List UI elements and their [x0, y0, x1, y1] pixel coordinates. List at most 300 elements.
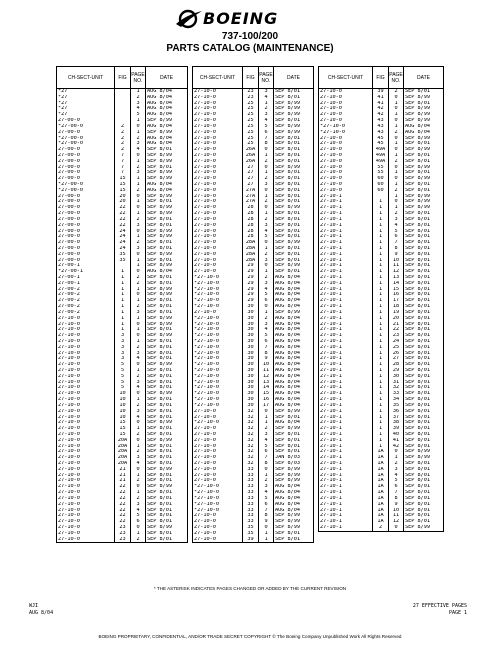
cell-chapter: 27-10-0 — [193, 136, 243, 142]
cell-chapter: 27-00-0 — [57, 147, 115, 153]
cell-chapter: *27-10-0 — [193, 496, 243, 502]
cell-chapter: 27-10-1 — [319, 420, 373, 426]
cell-fig: 32 — [243, 449, 259, 455]
cell-date: AUG 8/04 — [274, 339, 314, 345]
cell-fig: 23 — [115, 537, 131, 543]
cell-page: 7 — [259, 345, 274, 351]
cell-date: SEP 8/01 — [274, 147, 314, 153]
cell-page: 0 — [131, 269, 146, 275]
cell-fig: 26A — [243, 153, 259, 159]
cell-date: SEP 8/01 — [404, 322, 444, 328]
cell-date: SEP 8/01 — [404, 490, 444, 496]
cell-page: 13 — [389, 275, 404, 281]
cell-fig: 33 — [243, 484, 259, 490]
cell-page: 3 — [131, 380, 146, 386]
cell-page: 7 — [259, 455, 274, 461]
cell-date: SEP 8/99 — [404, 147, 444, 153]
cell-date: SEP 8/99 — [146, 211, 188, 217]
cell-fig: 22 — [115, 519, 131, 525]
cell-chapter: 27-10-0 — [57, 403, 115, 409]
cell-page: 3 — [131, 223, 146, 229]
cell-chapter: 27-10-0 — [319, 176, 373, 182]
cell-date: SEP 8/01 — [404, 287, 444, 293]
cell-fig: 23 — [115, 531, 131, 537]
cell-chapter: 27-10-0 — [193, 263, 243, 269]
cell-page: 2 — [131, 345, 146, 351]
cell-fig: 29 — [243, 275, 259, 281]
cell-chapter: 27-10-0 — [193, 211, 243, 217]
cell-date: SEP 8/01 — [274, 153, 314, 159]
cell-page: 0 — [131, 525, 146, 531]
cell-page: 0 — [131, 467, 146, 473]
cell-date: SEP 8/01 — [404, 211, 444, 217]
cell-date: SEP 8/01 — [274, 258, 314, 264]
cell-date: SEP 8/01 — [404, 229, 444, 235]
cell-page: 1 — [131, 339, 146, 345]
cell-date: SEP 8/01 — [404, 246, 444, 252]
cell-date: SEP 8/01 — [404, 316, 444, 322]
cell-chapter: 27-10-1 — [319, 217, 373, 223]
cell-chapter: 27-10-1 — [319, 449, 373, 455]
cell-date: SEP 8/99 — [146, 252, 188, 258]
cell-page: 0 — [131, 205, 146, 211]
cell-date: AUG 8/04 — [146, 124, 188, 130]
cell-chapter: 27-10-1 — [319, 496, 373, 502]
cell-page: 20 — [389, 316, 404, 322]
cell-fig: 30 — [243, 397, 259, 403]
cell-page: 2 — [131, 478, 146, 484]
effective-pages-count: 27 EFFECTIVE PAGES — [412, 603, 467, 609]
cell-page: 1 — [389, 153, 404, 159]
cell-chapter: 27-00-0 — [57, 211, 115, 217]
cell-chapter: 27-10-1 — [319, 432, 373, 438]
cell-chapter: *27-10-0 — [193, 339, 243, 345]
cell-date: SEP 8/01 — [146, 519, 188, 525]
cell-chapter: *27 — [57, 89, 115, 95]
cell-fig: 1 — [115, 316, 131, 322]
cell-page: 1 — [131, 327, 146, 333]
cell-chapter: 27-10-1 — [319, 362, 373, 368]
cell-chapter: *27-10-0 — [193, 397, 243, 403]
cell-chapter: *27-00-0 — [57, 141, 115, 147]
cell-date: SEP 8/01 — [404, 508, 444, 514]
cell-page: 0 — [131, 194, 146, 200]
cell-page: 3 — [259, 484, 274, 490]
cell-chapter: 27-00-0 — [57, 118, 115, 124]
cell-date: AUG 8/04 — [274, 275, 314, 281]
cell-page: 12 — [389, 519, 404, 525]
cell-chapter: *27-10-0 — [193, 362, 243, 368]
cell-date: SEP 8/01 — [404, 292, 444, 298]
cell-date: SEP 8/01 — [146, 490, 188, 496]
cell-page: 3 — [259, 89, 274, 95]
cell-page: 2 — [131, 374, 146, 380]
cell-fig: 10 — [115, 403, 131, 409]
catalog-title: PARTS CATALOG (MAINTENANCE) — [166, 43, 334, 54]
cell-page: 1 — [131, 490, 146, 496]
cell-page: 1 — [389, 170, 404, 176]
cell-chapter: 27-10-0 — [193, 513, 243, 519]
cell-date: SEP 8/01 — [146, 508, 188, 514]
cell-chapter: 27-10-1 — [319, 229, 373, 235]
cell-fig: 22 — [115, 513, 131, 519]
cell-date: SEP 8/01 — [404, 473, 444, 479]
cell-chapter: 27-10-0 — [57, 490, 115, 496]
cell-chapter: 27-10-0 — [193, 205, 243, 211]
cell-fig: 30 — [243, 316, 259, 322]
cell-date: SEP 8/01 — [146, 502, 188, 508]
cell-chapter: 27-10-0 — [57, 525, 115, 531]
cell-fig: 25 — [243, 112, 259, 118]
cell-fig: 49A — [373, 159, 389, 165]
cell-date: SEP 8/01 — [274, 199, 314, 205]
cell-page: 8 — [259, 141, 274, 147]
cell-page: 8 — [259, 513, 274, 519]
cell-chapter: 27-10-1 — [319, 426, 373, 432]
cell-fig: 1 — [373, 263, 389, 269]
header-chapter: CH-SECT-UNIT — [57, 67, 115, 89]
cell-page: 1 — [389, 124, 404, 130]
cell-chapter: 27-10-0 — [193, 415, 243, 421]
cell-date: SEP 8/99 — [404, 525, 444, 531]
cell-chapter: 27-10-0 — [57, 345, 115, 351]
cell-page: 2 — [131, 403, 146, 409]
cell-page: 14 — [259, 385, 274, 391]
cell-chapter: 27-10-1 — [319, 333, 373, 339]
cell-fig: 1 — [373, 380, 389, 386]
cell-page: 6 — [389, 234, 404, 240]
cell-fig: 45 — [373, 141, 389, 147]
cell-date: SEP 8/01 — [274, 531, 314, 537]
cell-fig: 30 — [243, 327, 259, 333]
logo-row — [0, 8, 500, 30]
cell-date: SEP 8/01 — [146, 455, 188, 461]
cell-date: SEP 8/01 — [404, 339, 444, 345]
cell-chapter: 27-10-0 — [57, 385, 115, 391]
cell-page: 2 — [131, 217, 146, 223]
cell-chapter: 27-10-1 — [319, 397, 373, 403]
cell-chapter: 27-00-1 — [57, 281, 115, 287]
cell-chapter: 27-10-1 — [319, 345, 373, 351]
cell-chapter: 27-10-0 — [57, 426, 115, 432]
cell-date: SEP 8/01 — [146, 531, 188, 537]
cell-page: 1 — [259, 170, 274, 176]
cell-date: SEP 8/01 — [146, 473, 188, 479]
cell-chapter: 27-10-0 — [57, 316, 115, 322]
cell-fig: 32 — [243, 420, 259, 426]
cell-chapter: 27-10-1 — [319, 258, 373, 264]
cell-page: 5 — [131, 112, 146, 118]
cell-page: 5 — [259, 234, 274, 240]
cell-fig: 33 — [243, 513, 259, 519]
cell-page: 17 — [259, 403, 274, 409]
cell-chapter: 27-10-0 — [57, 519, 115, 525]
cell-page: 35 — [389, 403, 404, 409]
cell-fig: 1 — [373, 275, 389, 281]
cell-fig: 32 — [243, 438, 259, 444]
cell-chapter: 27-10-1 — [319, 351, 373, 357]
cell-page: 1 — [389, 141, 404, 147]
cell-chapter: *27-10-0 — [193, 298, 243, 304]
cell-fig: 1 — [115, 310, 131, 316]
cell-page: 1 — [259, 194, 274, 200]
cell-chapter: 27-10-1 — [319, 508, 373, 514]
cell-date: SEP 8/01 — [274, 432, 314, 438]
cell-fig: 1A — [373, 484, 389, 490]
cell-page: 2 — [131, 496, 146, 502]
cell-fig: 1 — [115, 275, 131, 281]
cell-chapter: 27-10-1 — [319, 444, 373, 450]
cell-page: 9 — [259, 519, 274, 525]
cell-page: 2 — [259, 217, 274, 223]
cell-date: SEP 8/01 — [274, 95, 314, 101]
cell-date: SEP 8/99 — [146, 229, 188, 235]
cell-date: AUG 8/04 — [404, 130, 444, 136]
cell-page: 1 — [259, 310, 274, 316]
cell-chapter: *27 — [57, 106, 115, 112]
cell-date: SEP 8/01 — [146, 217, 188, 223]
cell-chapter: 27-10-0 — [193, 240, 243, 246]
cell-page: 1 — [389, 194, 404, 200]
cell-page: 3 — [131, 351, 146, 357]
cell-fig: 1 — [373, 385, 389, 391]
cell-page: 0 — [389, 165, 404, 171]
cell-page: 10 — [389, 258, 404, 264]
cell-page: 1 — [259, 269, 274, 275]
cell-fig: 1 — [373, 281, 389, 287]
cell-chapter: 27-10-1 — [319, 519, 373, 525]
cell-chapter: 27-10-0 — [57, 322, 115, 328]
cell-chapter: 27-10-0 — [193, 188, 243, 194]
cell-date: SEP 8/01 — [404, 438, 444, 444]
cell-chapter: *27-10-0 — [193, 287, 243, 293]
cell-date: AUG 8/04 — [146, 141, 188, 147]
cell-date: SEP 8/01 — [274, 136, 314, 142]
cell-chapter: 27-10-0 — [193, 426, 243, 432]
cell-fig: 1 — [373, 438, 389, 444]
cell-chapter: 27-00-2 — [57, 310, 115, 316]
cell-fig: 1A — [373, 455, 389, 461]
cell-fig: 27 — [243, 176, 259, 182]
cell-page: 2 — [259, 106, 274, 112]
cell-fig: 1A — [373, 496, 389, 502]
cell-date: AUG 8/04 — [146, 101, 188, 107]
cell-fig: 25 — [243, 106, 259, 112]
cell-page: 5 — [259, 444, 274, 450]
cell-date: SEP 8/01 — [274, 223, 314, 229]
cell-date: SEP 8/01 — [146, 165, 188, 171]
cell-chapter: 27-10-1 — [319, 292, 373, 298]
cell-date: SEP 8/01 — [146, 461, 188, 467]
cell-page: 6 — [259, 130, 274, 136]
cell-fig: 25 — [243, 141, 259, 147]
cell-date: SEP 8/01 — [404, 391, 444, 397]
cell-page: 3 — [259, 182, 274, 188]
cell-fig: 29 — [243, 263, 259, 269]
cell-date: SEP 8/01 — [146, 258, 188, 264]
cell-date: SEP 8/01 — [274, 537, 314, 543]
cell-chapter: 27-10-0 — [193, 537, 243, 543]
footer-date: AUG 8/04 — [29, 610, 54, 616]
cell-date: SEP 8/99 — [404, 95, 444, 101]
cell-chapter: 27-10-1 — [319, 403, 373, 409]
table-row — [193, 537, 314, 543]
cell-fig: 33 — [243, 467, 259, 473]
cell-page: 11 — [389, 513, 404, 519]
cell-fig: 1 — [373, 322, 389, 328]
cell-fig: 27 — [243, 165, 259, 171]
cell-chapter: 27-10-1 — [319, 240, 373, 246]
cell-fig: 10 — [115, 415, 131, 421]
proprietary-notice: BOEING PROPRIETARY, CONFIDENTIAL, AND/OR TRADE SECRET COPYRIGHT © The Boeing Company Unpublished Work All Rights Reserved — [98, 634, 402, 639]
cell-chapter: *27-10-0 — [193, 502, 243, 508]
cell-date: SEP 8/01 — [274, 252, 314, 258]
cell-chapter: 27-10-1 — [319, 467, 373, 473]
cell-chapter: 27-10-1 — [319, 415, 373, 421]
cell-page: 2 — [131, 275, 146, 281]
cell-chapter: 27-10-1 — [319, 380, 373, 386]
cell-page: 0 — [389, 106, 404, 112]
cell-fig: 28 — [243, 229, 259, 235]
cell-page: 1 — [259, 531, 274, 537]
cell-date: AUG 8/04 — [146, 188, 188, 194]
cell-date: SEP 8/01 — [146, 496, 188, 502]
cell-date: SEP 8/01 — [404, 141, 444, 147]
cell-chapter: 27-10-1 — [319, 199, 373, 205]
cell-page: 1 — [131, 176, 146, 182]
cell-date: JAN 8/03 — [274, 455, 314, 461]
cell-chapter: *27-10-0 — [193, 420, 243, 426]
cell-fig: 33 — [243, 519, 259, 525]
cell-page: 38 — [389, 420, 404, 426]
cell-date: SEP 8/01 — [274, 415, 314, 421]
cell-page: 4 — [131, 508, 146, 514]
cell-fig: 27A — [243, 194, 259, 200]
cell-page: 4 — [131, 461, 146, 467]
cell-chapter: 27-10-0 — [319, 170, 373, 176]
cell-chapter: 27-10-1 — [319, 263, 373, 269]
cell-chapter: 27-10-0 — [193, 159, 243, 165]
cell-fig: 30 — [243, 385, 259, 391]
cell-chapter: 27-10-0 — [193, 118, 243, 124]
cell-date: AUG 8/04 — [274, 374, 314, 380]
cell-page: 0 — [389, 176, 404, 182]
cell-chapter: 27-10-0 — [193, 147, 243, 153]
cell-page: 8 — [259, 461, 274, 467]
cell-date: AUG 8/04 — [274, 292, 314, 298]
cell-fig: 3 — [115, 333, 131, 339]
cell-chapter: 27-00-0 — [57, 229, 115, 235]
cell-date: SEP 8/01 — [146, 449, 188, 455]
cell-page: 3 — [131, 141, 146, 147]
cell-fig: 27 — [243, 170, 259, 176]
cell-fig: 1 — [373, 432, 389, 438]
cell-page: 0 — [131, 252, 146, 258]
cell-date: SEP 8/01 — [404, 397, 444, 403]
cell-page: 3 — [131, 246, 146, 252]
cell-chapter: *27-00-1 — [57, 269, 115, 275]
cell-date: SEP 8/01 — [274, 194, 314, 200]
cell-date: SEP 8/01 — [274, 246, 314, 252]
cell-date: SEP 8/01 — [146, 368, 188, 374]
cell-page: 1 — [389, 112, 404, 118]
cell-date: AUG 8/04 — [274, 403, 314, 409]
cell-fig: 1 — [373, 345, 389, 351]
cell-chapter: *27-10-0 — [319, 130, 373, 136]
cell-fig: 1A — [373, 473, 389, 479]
cell-fig: 42 — [373, 106, 389, 112]
cell-date: AUG 8/04 — [146, 182, 188, 188]
cell-page: 26 — [389, 351, 404, 357]
cell-page: 12 — [389, 269, 404, 275]
cell-date: SEP 8/01 — [404, 333, 444, 339]
cell-chapter: *27-10-0 — [193, 368, 243, 374]
cell-date: SEP 8/01 — [146, 351, 188, 357]
cell-chapter: 27-10-0 — [319, 188, 373, 194]
cell-page: 1 — [389, 205, 404, 211]
cell-chapter: 27-00-0 — [57, 170, 115, 176]
cell-date: SEP 8/01 — [146, 339, 188, 345]
cell-date: SEP 8/01 — [404, 502, 444, 508]
cell-date: AUG 8/04 — [146, 136, 188, 142]
cell-date: SEP 8/99 — [404, 194, 444, 200]
cell-fig: 2 — [115, 124, 131, 130]
cell-fig: 23 — [243, 95, 259, 101]
cell-date: SEP 8/99 — [404, 205, 444, 211]
cell-chapter: 27-10-1 — [319, 455, 373, 461]
cell-date: SEP 8/01 — [274, 444, 314, 450]
cell-page: 2 — [389, 159, 404, 165]
cell-fig: 33 — [243, 478, 259, 484]
cell-fig: 28 — [243, 205, 259, 211]
cell-date: SEP 8/99 — [404, 136, 444, 142]
cell-fig: 24 — [115, 246, 131, 252]
cell-fig: 15 — [115, 182, 131, 188]
cell-date: SEP 8/99 — [146, 292, 188, 298]
cell-fig: 22 — [115, 223, 131, 229]
cell-chapter: *27-10-0 — [193, 403, 243, 409]
cell-chapter: *27-10-0 — [193, 374, 243, 380]
cell-chapter: 27-10-0 — [57, 356, 115, 362]
cell-date: SEP 8/01 — [146, 409, 188, 415]
cell-page: 1 — [389, 101, 404, 107]
cell-fig: 1 — [373, 223, 389, 229]
cell-page: 1 — [259, 211, 274, 217]
cell-chapter: 27-10-0 — [57, 327, 115, 333]
cell-page: 2 — [131, 188, 146, 194]
cell-page: 4 — [131, 356, 146, 362]
cell-chapter: *27-10-0 — [193, 316, 243, 322]
cell-page: 7 — [389, 240, 404, 246]
cell-page: 0 — [131, 229, 146, 235]
model-number: 737-100/200 — [221, 31, 279, 42]
cell-page: 0 — [259, 147, 274, 153]
cell-fig: 1 — [373, 426, 389, 432]
cell-chapter: 27-10-0 — [57, 362, 115, 368]
cell-date: SEP 8/01 — [274, 182, 314, 188]
cell-page: 0 — [131, 362, 146, 368]
cell-page: 8 — [389, 496, 404, 502]
cell-chapter: 27-10-1 — [319, 502, 373, 508]
cell-date: AUG 8/04 — [274, 484, 314, 490]
cell-chapter: 27-10-0 — [57, 531, 115, 537]
cell-chapter: *27 — [57, 112, 115, 118]
cell-chapter: 27-10-0 — [193, 234, 243, 240]
cell-chapter: 27-10-0 — [193, 269, 243, 275]
cell-chapter: 27-00-0 — [57, 159, 115, 165]
cell-fig: 33 — [243, 508, 259, 514]
cell-fig: 27 — [243, 182, 259, 188]
